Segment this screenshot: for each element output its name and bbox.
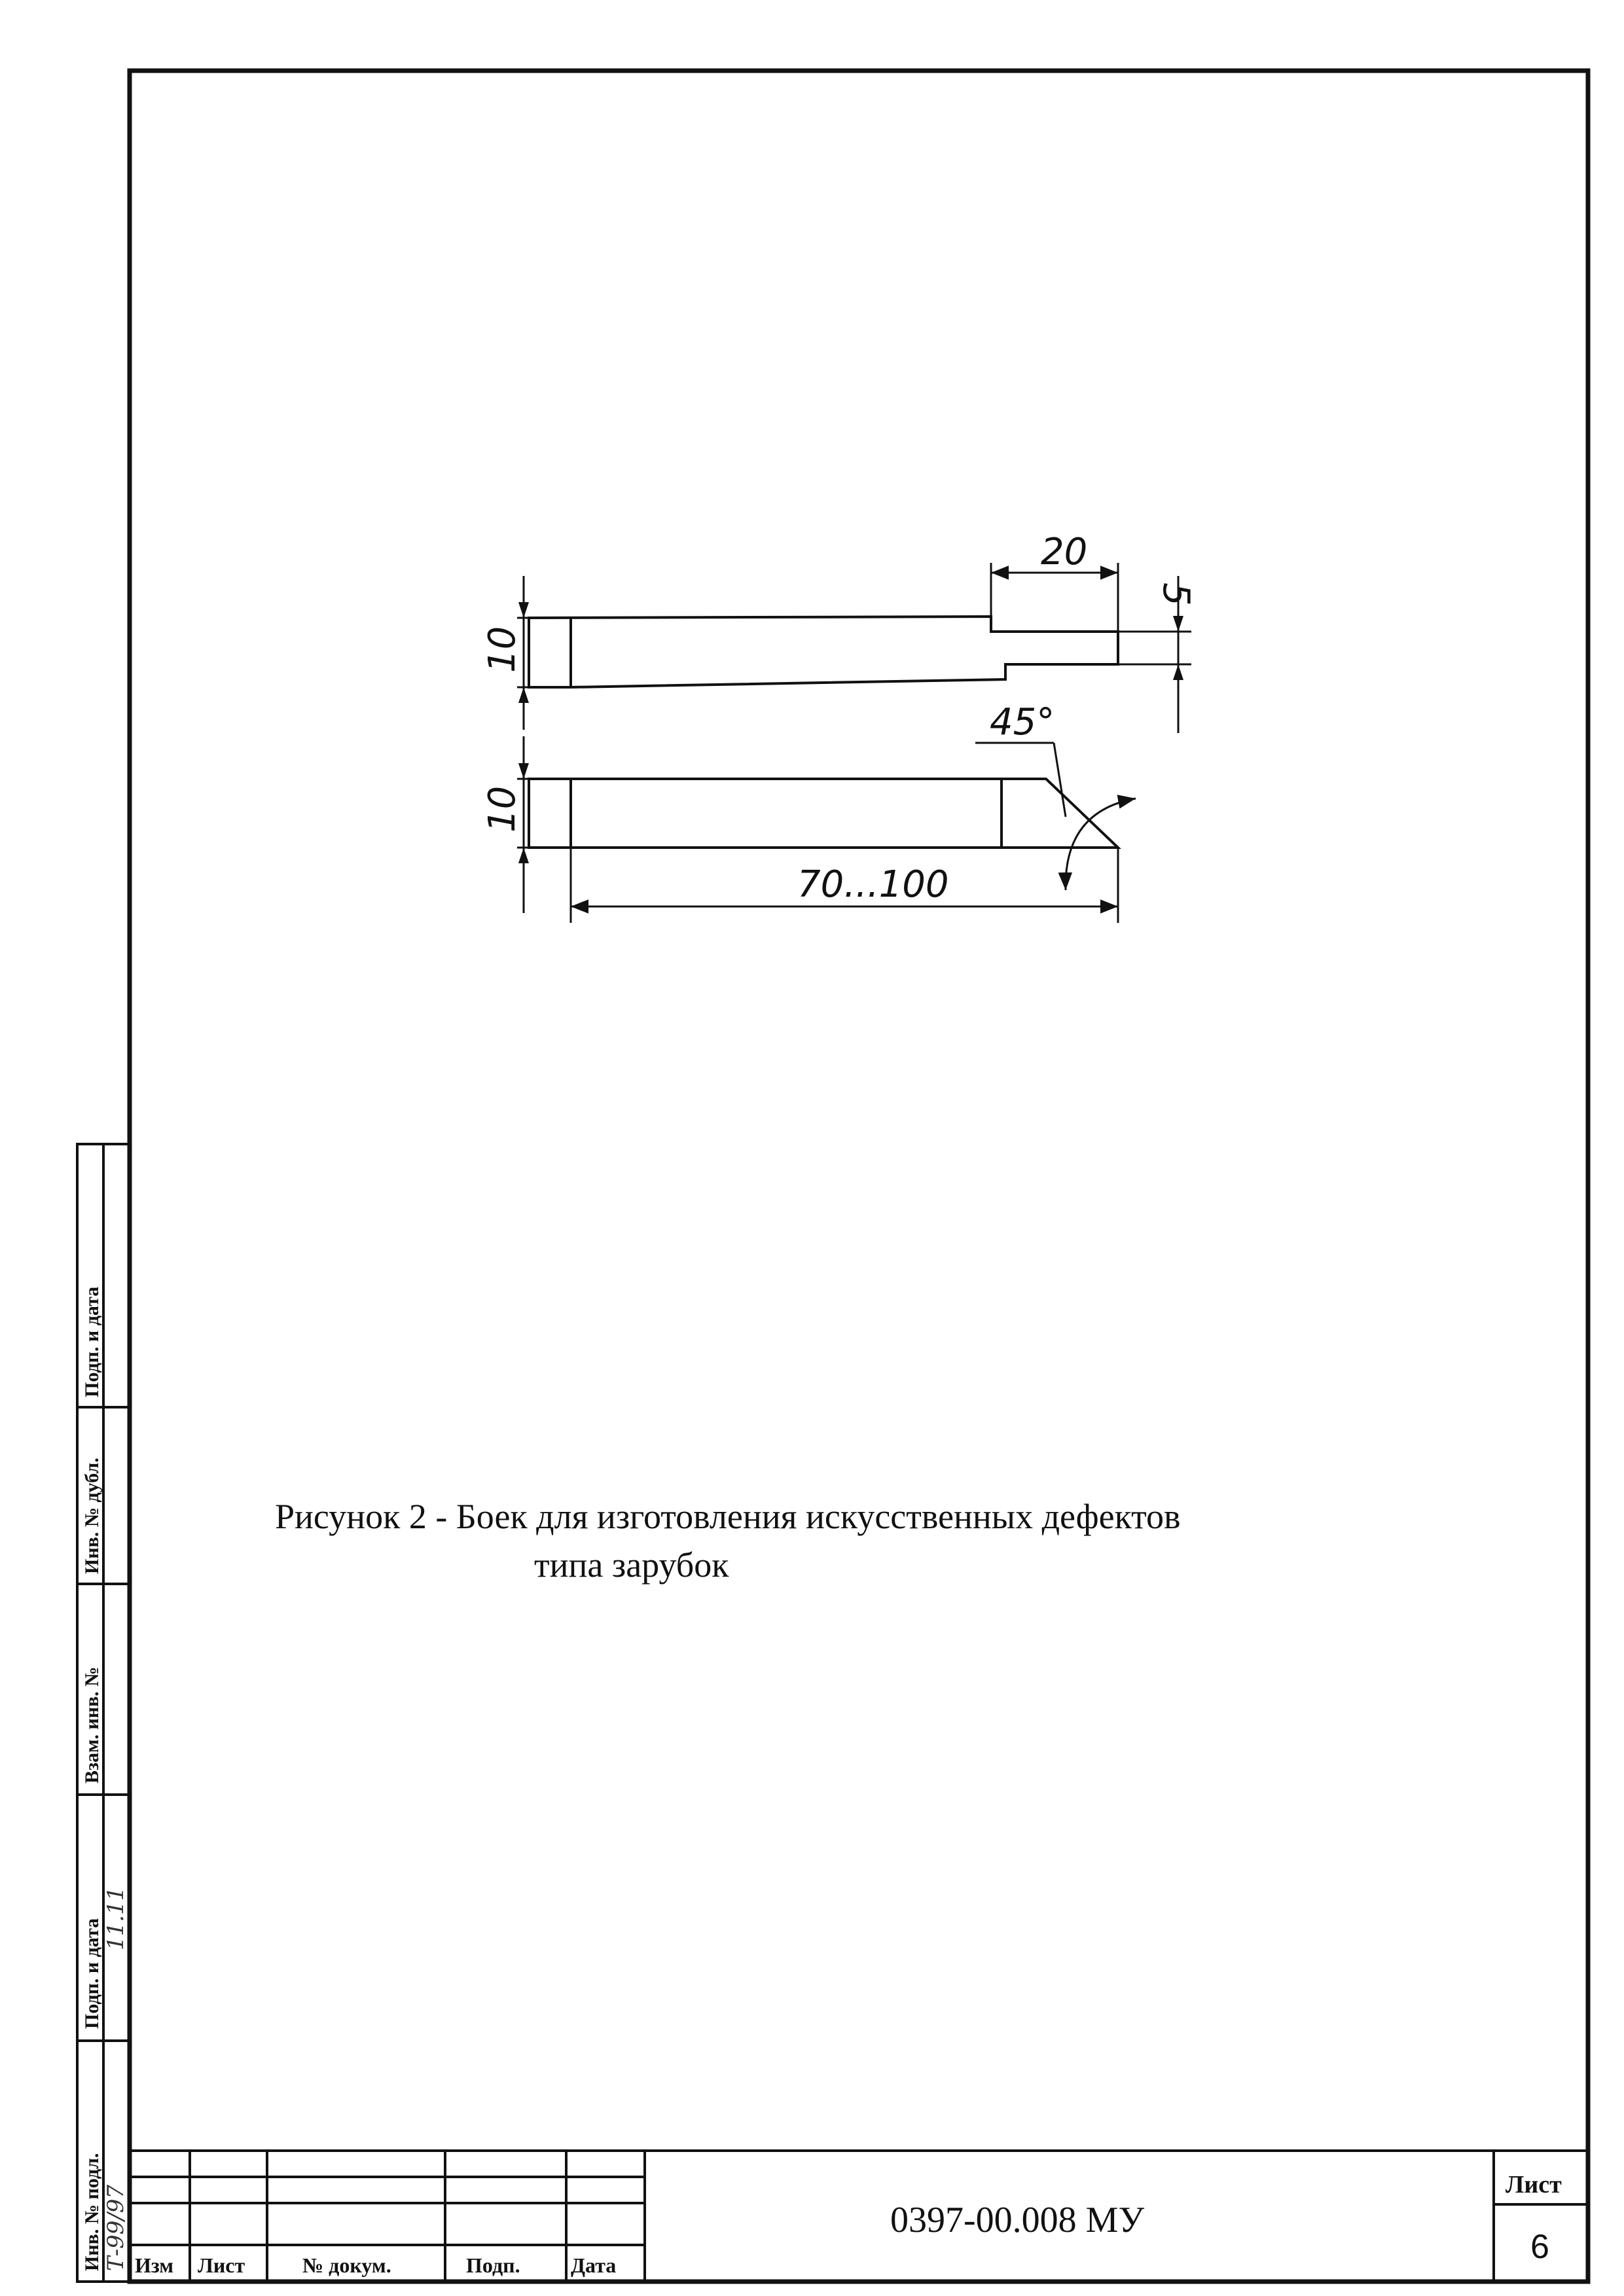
title-col-sheet: Лист [198, 2253, 245, 2277]
title-col-date: Дата [571, 2253, 617, 2277]
side-label-inv-original: Инв. № подл. [81, 2153, 103, 2271]
side-label-inv-duplicate: Инв. № дубл. [81, 1458, 103, 1574]
dim-label-step-height: 5 [1155, 583, 1197, 606]
title-document-code: 0397-00.008 МУ [890, 2200, 1145, 2240]
side-label-replace-inv: Взам. инв. № [81, 1666, 103, 1784]
dim-label-thickness-top: 10 [481, 626, 524, 673]
figure-caption-line2: типа зарубок [534, 1545, 729, 1585]
side-label-sign-date-1: Подп. и дата [81, 1918, 103, 2029]
angle-arc [1066, 798, 1136, 890]
title-sheet-label: Лист [1506, 2171, 1562, 2198]
handwritten-inv-number: Т-99/97 [103, 2184, 129, 2271]
dim-label-angle: 45° [990, 701, 1055, 744]
figure-caption [275, 1492, 1181, 1589]
dim-label-length: 70...100 [797, 863, 949, 906]
title-col-signature: Подп. [466, 2253, 520, 2277]
title-col-change: Изм [135, 2253, 174, 2277]
sheet-frame [130, 71, 1588, 2282]
title-col-doc-number: № докум. [302, 2253, 391, 2277]
figure-caption-line1: Рисунок 2 - Боек для изготовления искусственных дефектов [275, 1497, 1181, 1536]
dim-label-thickness-bottom: 10 [481, 785, 524, 833]
side-label-sign-date-2: Подп. и дата [81, 1286, 103, 1397]
part-top-view [529, 617, 1118, 687]
dim-label-width-step: 20 [1041, 531, 1088, 573]
part-side-view [529, 779, 1118, 848]
title-sheet-number: 6 [1530, 2228, 1549, 2266]
handwritten-date: 11.11 [103, 1886, 129, 1950]
